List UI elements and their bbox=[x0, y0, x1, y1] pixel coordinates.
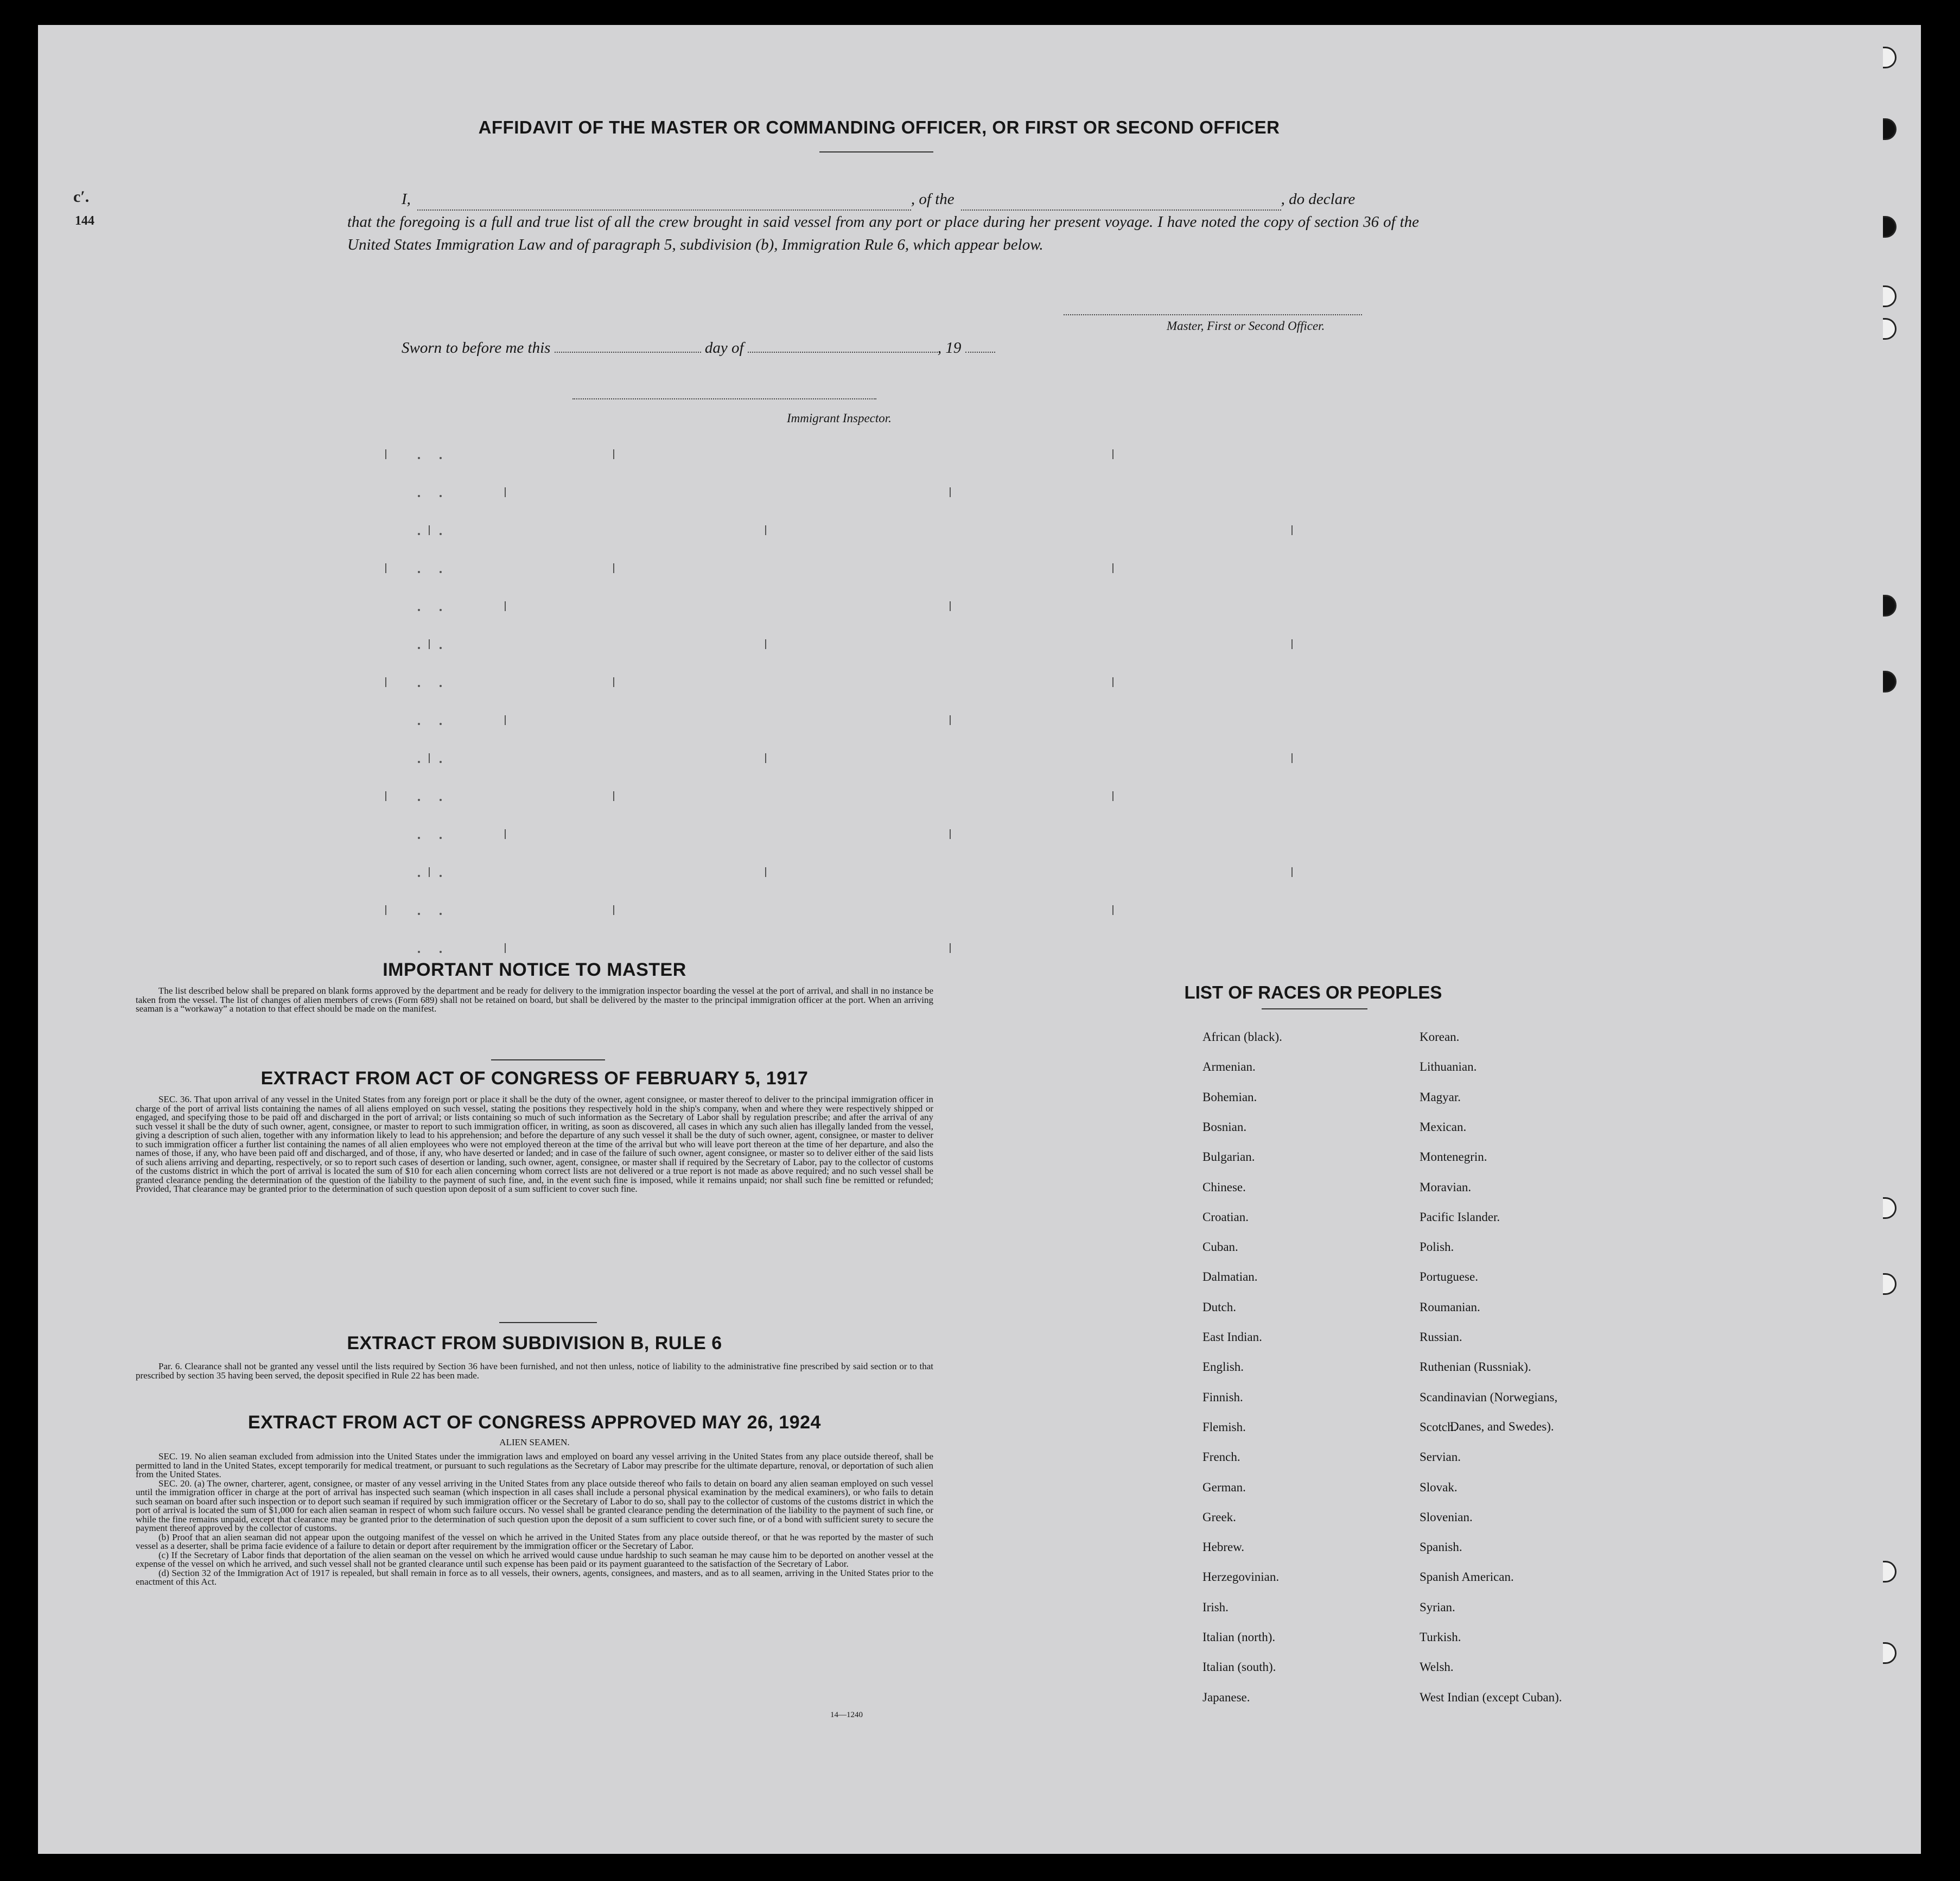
race-right-item: Ruthenian (Russniak). bbox=[1420, 1360, 1531, 1374]
notice-paragraph: The list described below shall be prepared on blank forms approved by the department and be ready for delivery to the immigration inspector boarding the vessel at the port of arrival, and shall in no instance be taken from the vessel. The list of changes of alien members of crews (Form 689) shall not be retained on board, but shall be delivered by the master to the principal immigration officer at the port. When an arriving seaman is a “workaway” a notation to that effect should be made on the manifest. bbox=[136, 986, 933, 1014]
ledger-dot bbox=[418, 571, 420, 573]
race-right-item: Magyar. bbox=[1420, 1090, 1461, 1104]
race-left-item: Italian (south). bbox=[1202, 1660, 1276, 1674]
inspector-signature-line[interactable] bbox=[572, 398, 876, 399]
binder-hole bbox=[1883, 285, 1897, 307]
ledger-dot bbox=[418, 799, 420, 801]
ledger-tick bbox=[505, 829, 506, 839]
binder-hole bbox=[1883, 47, 1897, 68]
race-left-item: Irish. bbox=[1202, 1600, 1229, 1614]
ledger-tick bbox=[613, 791, 614, 801]
ledger-tick bbox=[1112, 791, 1113, 801]
race-left-item: East Indian. bbox=[1202, 1330, 1262, 1344]
race-left-item: Italian (north). bbox=[1202, 1630, 1276, 1644]
race-right-item: Portuguese. bbox=[1420, 1270, 1478, 1284]
vessel-field[interactable] bbox=[961, 195, 1281, 211]
notice-text bbox=[136, 987, 933, 1014]
ledger-dot bbox=[440, 799, 442, 801]
ledger-tick bbox=[385, 791, 386, 801]
sworn-year-field[interactable] bbox=[965, 339, 995, 353]
form-number: 14—1240 bbox=[830, 1711, 863, 1719]
ledger-dot bbox=[440, 457, 442, 459]
race-left-item: Greek. bbox=[1202, 1510, 1236, 1524]
ledger-tick bbox=[1112, 905, 1113, 915]
notice-rule bbox=[491, 1059, 605, 1060]
race-left-item: Bulgarian. bbox=[1202, 1150, 1255, 1164]
act1917-title: EXTRACT FROM ACT OF CONGRESS OF FEBRUARY 5, 1917 bbox=[260, 1068, 809, 1089]
rule6-title: EXTRACT FROM SUBDIVISION B, RULE 6 bbox=[347, 1333, 722, 1353]
ledger-tick bbox=[950, 943, 951, 953]
ledger-tick bbox=[429, 525, 430, 535]
race-right-item: Spanish American. bbox=[1420, 1570, 1514, 1584]
race-left-item: Japanese. bbox=[1202, 1690, 1250, 1704]
race-scandinavian-cont: Danes, and Swedes). bbox=[1450, 1420, 1554, 1433]
binder-hole bbox=[1883, 1642, 1897, 1664]
master-signature-label: Master, First or Second Officer. bbox=[1167, 319, 1325, 333]
ledger-tick bbox=[1112, 563, 1113, 573]
act1924-subtitle: ALIEN SEAMEN. bbox=[499, 1437, 570, 1447]
ledger-tick bbox=[385, 677, 386, 687]
ledger-tick bbox=[1112, 677, 1113, 687]
i-label: I, bbox=[402, 190, 411, 208]
race-right-item: Pacific Islander. bbox=[1420, 1210, 1500, 1224]
race-right-item: Slovenian. bbox=[1420, 1510, 1473, 1524]
race-left-item: African (black). bbox=[1202, 1030, 1282, 1044]
act1924-text bbox=[136, 1452, 933, 1587]
ledger-tick bbox=[385, 449, 386, 459]
race-left-item: Cuban. bbox=[1202, 1240, 1238, 1254]
race-left-item: Bosnian. bbox=[1202, 1120, 1247, 1134]
ledger-dot bbox=[440, 837, 442, 839]
ledger-dot bbox=[418, 647, 420, 649]
race-right-item: Spanish. bbox=[1420, 1540, 1462, 1554]
ledger-dot bbox=[418, 723, 420, 725]
name-field[interactable] bbox=[417, 195, 911, 211]
act1924-title: EXTRACT FROM ACT OF CONGRESS APPROVED MAY 26, 1924 bbox=[248, 1412, 821, 1433]
margin-mark-1: c′. bbox=[73, 188, 90, 206]
binder-hole bbox=[1883, 595, 1897, 617]
notice-title: IMPORTANT NOTICE TO MASTER bbox=[383, 959, 686, 980]
race-right-item: West Indian (except Cuban). bbox=[1420, 1690, 1562, 1704]
race-right-item: Polish. bbox=[1420, 1240, 1454, 1254]
race-right-item: Mexican. bbox=[1420, 1120, 1467, 1134]
ledger-dot bbox=[418, 495, 420, 497]
race-left-item: Herzegovinian. bbox=[1202, 1570, 1280, 1584]
race-right-item: Welsh. bbox=[1420, 1660, 1454, 1674]
ledger-tick bbox=[505, 601, 506, 611]
ledger-dot bbox=[440, 533, 442, 535]
race-left-item: English. bbox=[1202, 1360, 1244, 1374]
ledger-dot bbox=[440, 495, 442, 497]
margin-mark-2: 144 bbox=[75, 214, 94, 228]
ledger-tick bbox=[505, 487, 506, 497]
document-page bbox=[38, 25, 1921, 1854]
ledger-tick bbox=[505, 943, 506, 953]
ledger-tick bbox=[765, 867, 766, 877]
ledger-tick bbox=[950, 601, 951, 611]
ledger-tick bbox=[385, 905, 386, 915]
race-right-item: Scandinavian (Norwegians, bbox=[1420, 1390, 1558, 1404]
act1917-text bbox=[136, 1095, 933, 1194]
race-left-item: Flemish. bbox=[1202, 1420, 1246, 1434]
ledger-dot bbox=[418, 837, 420, 839]
act1924-paragraph-1: SEC. 19. No alien seaman excluded from admission into the United States under the immigration laws and employed on board any vessel arriving in the United States from any place outside thereof, shall be permitted to land in the United States, except temporarily for medical treatment, or pursuant to such regulations as the Secretary of Labor may prescribe for the ultimate departure, renoval, or deportation of such alien from the United States. bbox=[136, 1451, 933, 1479]
ledger-tick bbox=[1291, 639, 1293, 649]
ledger-dot bbox=[418, 951, 420, 953]
races-title: LIST OF RACES OR PEOPLES bbox=[1184, 982, 1442, 1002]
declaration-text: that the foregoing is a full and true list of all the crew brought in said vessel from any port or place during her present voyage. I have noted the copy of section 36 of the United States Immigration Law and of paragraph 5, subdivision (b), Immigration Rule 6, which appear below. bbox=[347, 213, 1419, 253]
race-left-item: French. bbox=[1202, 1450, 1240, 1464]
affidavit-title: AFFIDAVIT OF THE MASTER OR COMMANDING OFFICER, OR FIRST OR SECOND OFFICER bbox=[478, 117, 1280, 137]
ledger-tick bbox=[1291, 867, 1293, 877]
race-right-item: Slovak. bbox=[1420, 1480, 1458, 1494]
race-left-item: Dutch. bbox=[1202, 1300, 1236, 1314]
binder-hole bbox=[1883, 1561, 1897, 1583]
binder-hole bbox=[1883, 118, 1897, 140]
sworn-day-field[interactable] bbox=[555, 339, 701, 353]
races-rule bbox=[1262, 1008, 1367, 1009]
race-left-item: German. bbox=[1202, 1480, 1246, 1494]
race-right-item: Roumanian. bbox=[1420, 1300, 1480, 1314]
master-signature-line[interactable] bbox=[1064, 314, 1362, 315]
race-left-item: Dalmatian. bbox=[1202, 1270, 1258, 1284]
sworn-prefix: Sworn to before me this bbox=[402, 339, 551, 357]
binder-hole bbox=[1883, 671, 1897, 692]
ledger-dot bbox=[440, 571, 442, 573]
ledger-tick bbox=[765, 525, 766, 535]
ledger-tick bbox=[1112, 449, 1113, 459]
ledger-dot bbox=[418, 875, 420, 877]
binder-hole bbox=[1883, 1197, 1897, 1219]
race-right-item: Servian. bbox=[1420, 1450, 1461, 1464]
ledger-dot bbox=[440, 609, 442, 611]
binder-hole bbox=[1883, 1273, 1897, 1295]
ledger-tick bbox=[613, 905, 614, 915]
ledger-tick bbox=[950, 715, 951, 725]
act1924-paragraph-2: SEC. 20. (a) The owner, charterer, agent, consignee, or master of any vessel arriving in the United States from any place outside thereof who fails to detain on board any alien seaman employed on such vessel until the immigration officer in charge at the port of arrival has inspected such seaman (which inspection in all cases shall include a personal physical examination by the medical examiners), or who fails to detain such seaman on board after such inspection or to deport such seaman if required by such immigration officer or the Secretary of Labor to do so, shall pay to the collector of customs of the customs district in which the port of arrival is located the sum of $1,000 for each alien seaman in respect of whom such failure occurs. No vessel shall be granted clearance pending the determination of the liability to the payment of such fine, or while the fine remains unpaid, except that clearance may be granted prior to the determination of such question upon the deposit of a sum sufficient to cover such fine, or of a bond with sufficient surety to secure the payment thereof approved by the collector of customs. bbox=[136, 1478, 933, 1533]
ledger-tick bbox=[613, 449, 614, 459]
ledger-dot bbox=[418, 913, 420, 915]
race-right-item: Lithuanian. bbox=[1420, 1060, 1477, 1074]
ledger-tick bbox=[765, 753, 766, 763]
sworn-line bbox=[402, 339, 995, 357]
of-the-label: , of the bbox=[911, 190, 954, 208]
ledger-tick bbox=[950, 487, 951, 497]
ledger-dot bbox=[440, 875, 442, 877]
ledger-tick bbox=[613, 677, 614, 687]
race-right-item: Korean. bbox=[1420, 1030, 1460, 1044]
ledger-dot bbox=[440, 723, 442, 725]
do-declare-label: , do declare bbox=[1281, 190, 1356, 208]
race-left-item: Chinese. bbox=[1202, 1180, 1246, 1194]
ledger-dot bbox=[418, 533, 420, 535]
ledger-dot bbox=[440, 951, 442, 953]
act1924-paragraph-4: (c) If the Secretary of Labor finds that deportation of the alien seaman on the vessel on which he arrived would cause undue hardship to such seaman he may cause him to be deported on another vessel at the expense of the vessel on which he arrived, and such vessel shall not be granted clearance until such expense has been paid or its payment guaranteed to the satisfaction of the Secretary of Labor. bbox=[136, 1549, 933, 1569]
rule6-text bbox=[136, 1362, 933, 1380]
race-left-item: Hebrew. bbox=[1202, 1540, 1245, 1554]
race-left-item: Finnish. bbox=[1202, 1390, 1243, 1404]
act1924-paragraph-3: (b) Proof that an alien seaman did not appear upon the outgoing manifest of the vessel on which he arrived in the United States from any place outside thereof, or that he was reported by the master of such vessel as a deserter, shall be prima facie evidence of a failure to detain or deport after requirement by the immigration officer or the Secretary of Labor. bbox=[136, 1532, 933, 1551]
binder-hole bbox=[1883, 318, 1897, 340]
ledger-tick bbox=[765, 639, 766, 649]
race-left-item: Armenian. bbox=[1202, 1060, 1256, 1074]
rule6-paragraph: Par. 6. Clearance shall not be granted any vessel until the lists required by Section 36 have been furnished, and not then unless, notice of liability to the administrative fine prescribed by said section or to that prescribed by section 35 having been served, the deposit specified in Rule 22 has been made. bbox=[136, 1361, 933, 1381]
race-right-item: Montenegrin. bbox=[1420, 1150, 1487, 1164]
ledger-tick bbox=[613, 563, 614, 573]
ledger-dot bbox=[440, 647, 442, 649]
ledger-dot bbox=[440, 685, 442, 687]
act1917-paragraph: SEC. 36. That upon arrival of any vessel in the United States from any foreign port or place it shall be the duty of the owner, agent consignee, or master thereof to deliver to the principal immigration officer in charge of the port of arrival lists containing the names of all aliens employed on such vessel, stating the positions they respectively hold in the ship's company, when and where they were respectively shipped or engaged, and specifying those to be paid off and discharged in the port of arrival; or lists containing so much of such information as the Secretary of Labor shall by regulation prescribe; and after the arrival of any such vessel it shall be the duty of such owner, agent, consignee, or master to report to such immigration officer, in writing, as soon as discovered, all cases in which any such alien has illegally landed from the vessel, giving a description of such alien, together with any information likely to lead to his apprehension; and before the departure of any such vessel it shall be the duty of such owner, agent, consignee, or master to deliver to such immigration officer a further list containing the names of all alien employees who were not employed thereon at the time of the arrival but who will leave port thereon at the time of her departure, and also the names of those, if any, who have been paid off and discharged, and of those, if any, who have deserted or landed; and in case of the failure of such owner, agent consignee, or master so to deliver either of the said lists of such aliens arriving and departing, respectively, or so to report such cases of desertion or landing, such owner, agent, consignee, or master shall if required by the Secretary of Labor, pay to the collector of customs of the customs district in which the port of arrival is located the sum of $10 for each alien concerning whom correct lists are not delivered or a true report is not made as above required; and no such vessel shall be granted clearance pending the determination of the question of the liability to the payment of such fine, and, in the event such fine is imposed, while it remains unpaid; nor shall such fine be remitted or refunded; Provided, That clearance may be granted prior to the determination of such question upon deposit of a sum sufficient to cover such fine. bbox=[136, 1094, 933, 1194]
ledger-tick bbox=[429, 753, 430, 763]
ledger-tick bbox=[385, 563, 386, 573]
race-left-item: Bohemian. bbox=[1202, 1090, 1257, 1104]
ledger-dot bbox=[418, 761, 420, 763]
act1924-paragraph-5: (d) Section 32 of the Immigration Act of 1917 is repealed, but shall remain in force as to all vessels, their owners, agents, consignees, and masters, and as to all seamen, arriving in the United States prior to the enactment of this Act. bbox=[136, 1567, 933, 1587]
race-right-item: Scotch. bbox=[1420, 1420, 1457, 1434]
race-right-item: Russian. bbox=[1420, 1330, 1462, 1344]
ledger-tick bbox=[505, 715, 506, 725]
inspector-label: Immigrant Inspector. bbox=[787, 411, 892, 425]
title-rule bbox=[819, 151, 933, 152]
race-right-item: Turkish. bbox=[1420, 1630, 1461, 1644]
sworn-month-field[interactable] bbox=[748, 339, 938, 353]
ledger-dot bbox=[418, 609, 420, 611]
ledger-dot bbox=[440, 913, 442, 915]
act1917-rule bbox=[499, 1322, 597, 1323]
ledger-tick bbox=[429, 639, 430, 649]
affidavit-declaration bbox=[347, 188, 1419, 256]
ledger-tick bbox=[1291, 525, 1293, 535]
day-of-label: day of bbox=[704, 339, 744, 357]
binder-hole bbox=[1883, 216, 1897, 238]
year-prefix: , 19 bbox=[937, 339, 962, 357]
ledger-tick bbox=[950, 829, 951, 839]
ledger-tick bbox=[429, 867, 430, 877]
ledger-dot bbox=[418, 457, 420, 459]
ledger-dot bbox=[418, 685, 420, 687]
ledger-dot bbox=[440, 761, 442, 763]
ledger-tick bbox=[1291, 753, 1293, 763]
race-left-item: Croatian. bbox=[1202, 1210, 1249, 1224]
race-right-item: Moravian. bbox=[1420, 1180, 1472, 1194]
race-right-item: Syrian. bbox=[1420, 1600, 1455, 1614]
